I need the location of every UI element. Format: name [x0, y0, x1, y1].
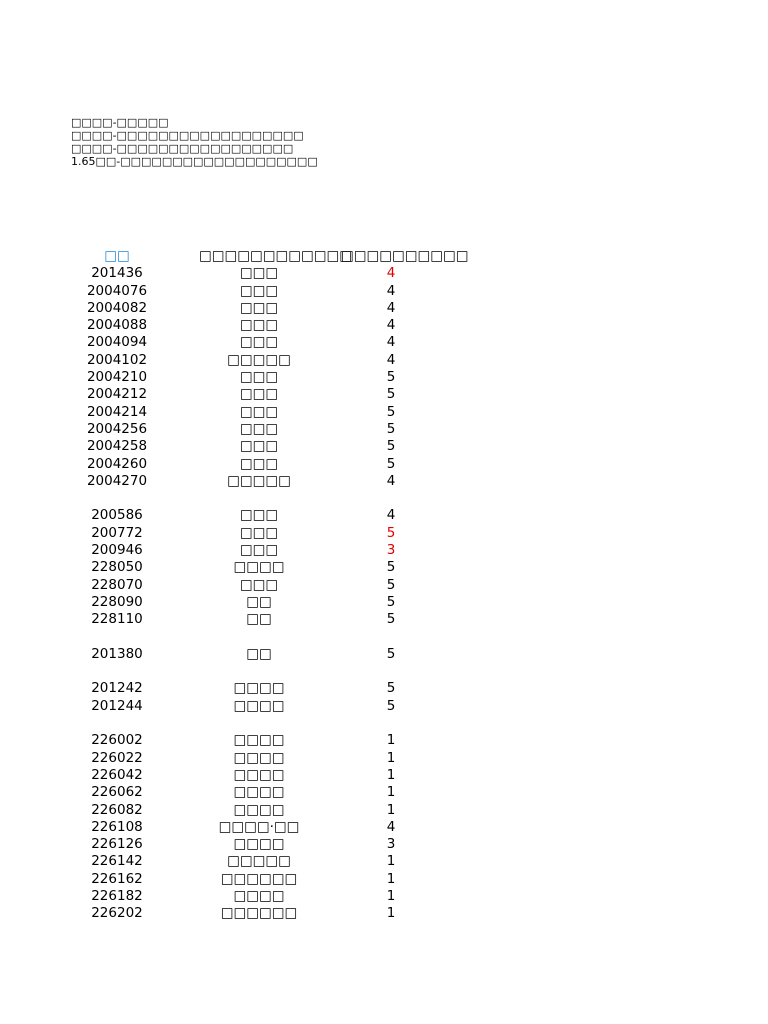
cell-code: 2004076 — [86, 282, 148, 299]
table-row — [0, 473, 768, 490]
cell-code: 2004258 — [86, 438, 148, 455]
cell-name: □□□□□ — [227, 351, 291, 368]
cell-code: 226108 — [91, 818, 143, 835]
cell-code: 200946 — [91, 542, 143, 559]
table-row — [0, 646, 768, 663]
cell-code: 2004094 — [86, 334, 148, 351]
cell-value: 4 — [386, 507, 396, 524]
table-row — [0, 404, 768, 421]
cell-code: 2004260 — [86, 455, 148, 472]
cell-value: 4 — [386, 334, 396, 351]
table-row — [0, 905, 768, 922]
cell-value: 1 — [386, 732, 396, 749]
table-row — [0, 577, 768, 594]
cell-name: □□□ — [239, 403, 279, 420]
table-row — [0, 456, 768, 473]
table-row — [0, 611, 768, 628]
table-row — [0, 784, 768, 801]
cell-value: 4 — [386, 265, 396, 282]
table-row — [0, 369, 768, 386]
cell-name: □□□□ — [233, 697, 285, 714]
cell-code: 228070 — [91, 576, 143, 593]
cell-value: 5 — [386, 576, 396, 593]
table-row — [0, 265, 768, 282]
table-row — [0, 317, 768, 334]
cell-code: 2004102 — [86, 351, 148, 368]
cell-name: □□□□·□□ — [218, 818, 300, 835]
cell-name: □□□□ — [233, 801, 285, 818]
cell-value: 5 — [386, 420, 396, 437]
cell-name: □□□ — [239, 438, 279, 455]
cell-name: □□□ — [239, 420, 279, 437]
table-row — [0, 334, 768, 351]
cell-name: □□□□ — [233, 766, 285, 783]
column-header-name: □□□□□□□□□□□□ — [199, 248, 353, 264]
cell-code: 201244 — [91, 697, 143, 714]
table-row — [0, 819, 768, 836]
cell-code: 226042 — [91, 766, 143, 783]
cell-value: 4 — [386, 351, 396, 368]
cell-value: 1 — [386, 784, 396, 801]
cell-name: □□□□□ — [227, 853, 291, 870]
cell-value: 5 — [386, 524, 396, 541]
table-row — [0, 802, 768, 819]
cell-code: 201436 — [91, 265, 143, 282]
cell-code: 226182 — [91, 887, 143, 904]
cell-code: 200586 — [91, 507, 143, 524]
table-row — [0, 542, 768, 559]
cell-value: 5 — [386, 593, 396, 610]
table-row — [0, 438, 768, 455]
cell-code: 226142 — [91, 853, 143, 870]
table-row — [0, 871, 768, 888]
cell-code: 200772 — [91, 524, 143, 541]
cell-code: 226162 — [91, 870, 143, 887]
cell-name: □□□ — [239, 317, 279, 334]
cell-code: 226062 — [91, 784, 143, 801]
table-row — [0, 421, 768, 438]
cell-name: □□□□□ — [227, 472, 291, 489]
column-header-value: □□□□□□□□□□ — [341, 248, 469, 264]
table-row — [0, 594, 768, 611]
cell-name: □□□□□□ — [220, 870, 298, 887]
cell-value: 5 — [386, 455, 396, 472]
cell-value: 1 — [386, 870, 396, 887]
cell-code: 2004256 — [86, 420, 148, 437]
cell-code: 226202 — [91, 905, 143, 922]
cell-value: 4 — [386, 317, 396, 334]
cell-name: □□ — [246, 611, 272, 628]
cell-name: □□□ — [239, 299, 279, 316]
group-spacer — [0, 715, 768, 732]
cell-value: 5 — [386, 559, 396, 576]
cell-name: □□□□ — [233, 784, 285, 801]
cell-value: 5 — [386, 369, 396, 386]
cell-name: □□□□ — [233, 559, 285, 576]
table-row — [0, 352, 768, 369]
cell-value: 3 — [386, 836, 396, 853]
table-row — [0, 680, 768, 697]
cell-name: □□□ — [239, 265, 279, 282]
cell-value: 1 — [386, 801, 396, 818]
table-row — [0, 732, 768, 749]
cell-name: □□ — [246, 593, 272, 610]
table-row — [0, 888, 768, 905]
cell-value: 4 — [386, 818, 396, 835]
note-line: 1.65□□-□□□□□□□□□□□□□□□□□□□ — [71, 155, 318, 168]
table-row — [0, 525, 768, 542]
cell-code: 226082 — [91, 801, 143, 818]
cell-value: 1 — [386, 766, 396, 783]
cell-name: □□□ — [239, 386, 279, 403]
cell-value: 5 — [386, 680, 396, 697]
group-spacer — [0, 663, 768, 680]
cell-name: □□□□ — [233, 749, 285, 766]
table-row — [0, 853, 768, 870]
data-table — [0, 248, 768, 923]
cell-name: □□ — [246, 645, 272, 662]
cell-name: □□□□ — [233, 836, 285, 853]
cell-value: 1 — [386, 887, 396, 904]
cell-code: 201242 — [91, 680, 143, 697]
table-row — [0, 507, 768, 524]
cell-name: □□□ — [239, 507, 279, 524]
cell-name: □□□ — [239, 576, 279, 593]
cell-name: □□□ — [239, 542, 279, 559]
cell-value: 5 — [386, 438, 396, 455]
table-row — [0, 386, 768, 403]
note-line: □□□□-□□□□□ — [71, 116, 169, 129]
table-row — [0, 283, 768, 300]
cell-value: 4 — [386, 299, 396, 316]
column-header-code: □□ — [104, 248, 130, 264]
table-row — [0, 559, 768, 576]
cell-name: □□□ — [239, 369, 279, 386]
cell-value: 1 — [386, 853, 396, 870]
table-row — [0, 767, 768, 784]
table-row — [0, 836, 768, 853]
note-line: □□□□-□□□□□□□□□□□□□□□□□□ — [71, 129, 304, 142]
cell-name: □□□□ — [233, 887, 285, 904]
cell-value: 1 — [386, 749, 396, 766]
cell-code: 2004088 — [86, 317, 148, 334]
cell-value: 1 — [386, 905, 396, 922]
table-row — [0, 750, 768, 767]
cell-value: 4 — [386, 472, 396, 489]
table-row — [0, 300, 768, 317]
cell-code: 2004270 — [86, 472, 148, 489]
group-spacer — [0, 490, 768, 507]
cell-code: 226126 — [91, 836, 143, 853]
cell-code: 2004214 — [86, 403, 148, 420]
cell-name: □□□□ — [233, 732, 285, 749]
cell-name: □□□□□□ — [220, 905, 298, 922]
cell-name: □□□□ — [233, 680, 285, 697]
cell-value: 3 — [386, 542, 396, 559]
cell-code: 226022 — [91, 749, 143, 766]
cell-value: 5 — [386, 697, 396, 714]
cell-value: 5 — [386, 645, 396, 662]
notes-block — [71, 116, 318, 168]
cell-name: □□□ — [239, 455, 279, 472]
table-header-row — [0, 248, 768, 265]
cell-code: 228050 — [91, 559, 143, 576]
cell-value: 4 — [386, 282, 396, 299]
cell-code: 2004210 — [86, 369, 148, 386]
cell-name: □□□ — [239, 282, 279, 299]
cell-code: 2004212 — [86, 386, 148, 403]
table-row — [0, 698, 768, 715]
cell-code: 2004082 — [86, 299, 148, 316]
note-line: □□□□-□□□□□□□□□□□□□□□□□ — [71, 142, 294, 155]
cell-name: □□□ — [239, 524, 279, 541]
cell-code: 228090 — [91, 593, 143, 610]
cell-value: 5 — [386, 403, 396, 420]
group-spacer — [0, 629, 768, 646]
cell-code: 201380 — [91, 645, 143, 662]
cell-code: 228110 — [91, 611, 143, 628]
cell-value: 5 — [386, 611, 396, 628]
cell-value: 5 — [386, 386, 396, 403]
cell-code: 226002 — [91, 732, 143, 749]
cell-name: □□□ — [239, 334, 279, 351]
